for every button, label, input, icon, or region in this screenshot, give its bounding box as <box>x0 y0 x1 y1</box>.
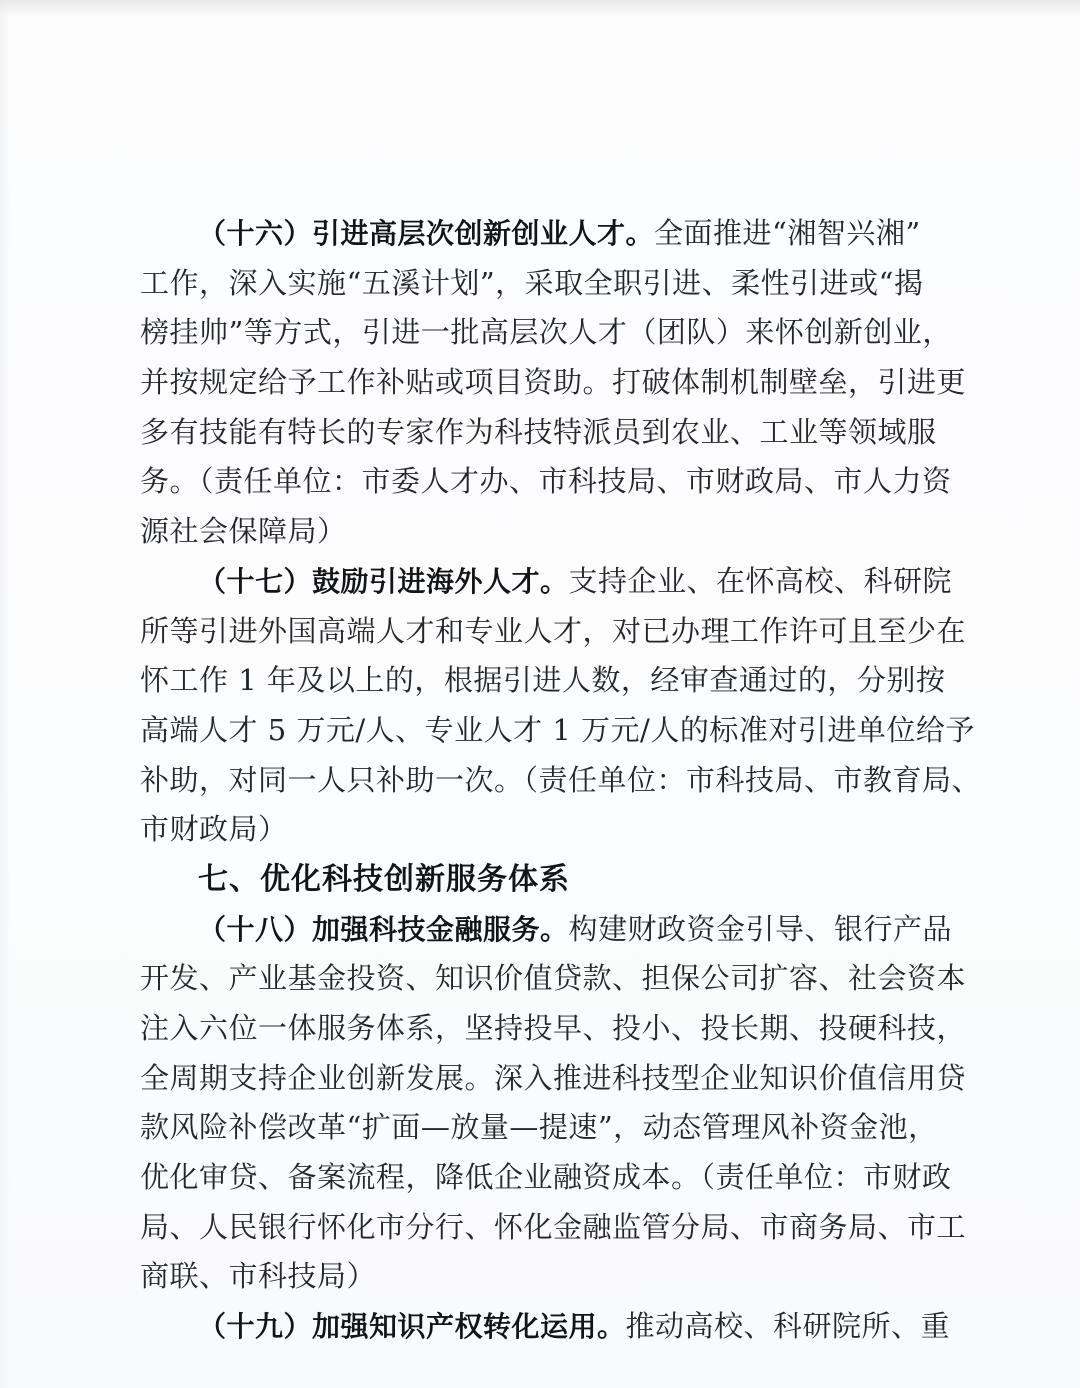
para-16-line-2 <box>140 259 948 309</box>
body-text: 全周期支持企业创新发展。深入推进科技型企业知识价值信用贷 <box>140 1060 967 1095</box>
body-text: 多有技能有特长的专家作为科技特派员到农业、工业等领域服 <box>140 414 937 449</box>
body-text: 局、人民银行怀化市分行、怀化金融监管分局、市商务局、市工 <box>140 1209 967 1244</box>
body-text: 推动高校、科研院所、重 <box>625 1309 951 1344</box>
para-17-line-1 <box>140 557 953 607</box>
body-text: 注入六位一体服务体系，坚持投早、投小、投长期、投硬科技， <box>140 1011 967 1045</box>
body-text: 工作，深入实施“五溪计划”，采取全职引进、柔性引进或“揭 <box>140 265 924 300</box>
para-18-line-4 <box>140 1054 967 1104</box>
bold-lead-text: （十九）加强知识产权转化运用。 <box>198 1310 626 1344</box>
para-18-line-7 <box>140 1203 967 1253</box>
body-text: 补助，对同一人只补助一次。（责任单位：市科技局、市教育局、 <box>140 762 982 797</box>
body-text: 高端人才 5 万元/人、专业人才 1 万元/人的标准对引进单位给予 <box>140 712 975 747</box>
body-text: 全面推进“湘智兴湘” <box>654 216 921 250</box>
para-16-line-5 <box>140 408 948 458</box>
para-16-line-6 <box>140 457 952 507</box>
para-18-line-3 <box>140 1004 967 1054</box>
para-17-line-4 <box>140 706 975 756</box>
bold-lead-text: 七、优化科技创新服务体系 <box>198 861 570 897</box>
section-7-heading <box>140 855 948 905</box>
bold-lead-text: （十七）鼓励引进海外人才。 <box>198 564 569 598</box>
body-text: 源社会保障局） <box>140 514 347 549</box>
document-body <box>140 209 982 1352</box>
body-text: 构建财政资金引导、银行产品 <box>568 911 953 946</box>
para-17-line-3 <box>140 656 948 706</box>
bold-lead-text: （十八）加强科技金融服务。 <box>198 912 569 946</box>
para-16-line-7 <box>140 507 948 557</box>
body-text: 款风险补偿改革“扩面—放量—提速”，动态管理风补资金池， <box>140 1110 938 1145</box>
body-text: 榜挂帅”等方式，引进一批高层次人才（团队）来怀创新创业， <box>140 315 952 350</box>
bold-lead-text: （十六）引进高层次创新创业人才。 <box>198 217 655 250</box>
body-text: 所等引进外国高端人才和专业人才，对已办理工作许可且至少在 <box>140 613 967 648</box>
para-18-line-2 <box>140 954 967 1004</box>
para-17-line-5 <box>140 756 982 806</box>
body-text: 市财政局） <box>140 812 288 847</box>
body-text: 并按规定给予工作补贴或项目资助。打破体制机制壁垒，引进更 <box>140 365 967 400</box>
body-text: 商联、市科技局） <box>140 1259 377 1294</box>
para-18-line-6 <box>140 1153 952 1203</box>
para-18-line-8 <box>140 1252 948 1302</box>
para-17-line-6 <box>140 805 948 855</box>
para-16-line-1 <box>140 209 948 259</box>
para-19-line-1 <box>140 1302 951 1352</box>
para-16-line-4 <box>140 358 967 408</box>
body-text: 支持企业、在怀高校、科研院 <box>568 563 953 598</box>
body-text: 优化审贷、备案流程，降低企业融资成本。（责任单位：市财政 <box>140 1160 952 1195</box>
para-17-line-2 <box>140 607 967 657</box>
para-16-line-3 <box>140 308 952 358</box>
body-text: 务。（责任单位：市委人才办、市科技局、市财政局、市人力资 <box>140 464 952 499</box>
para-18-line-5 <box>140 1103 948 1153</box>
body-text: 怀工作 1 年及以上的，根据引进人数，经审查通过的，分别按 <box>140 663 946 698</box>
para-18-line-1 <box>140 905 953 955</box>
body-text: 开发、产业基金投资、知识价值贷款、担保公司扩容、社会资本 <box>140 961 967 996</box>
